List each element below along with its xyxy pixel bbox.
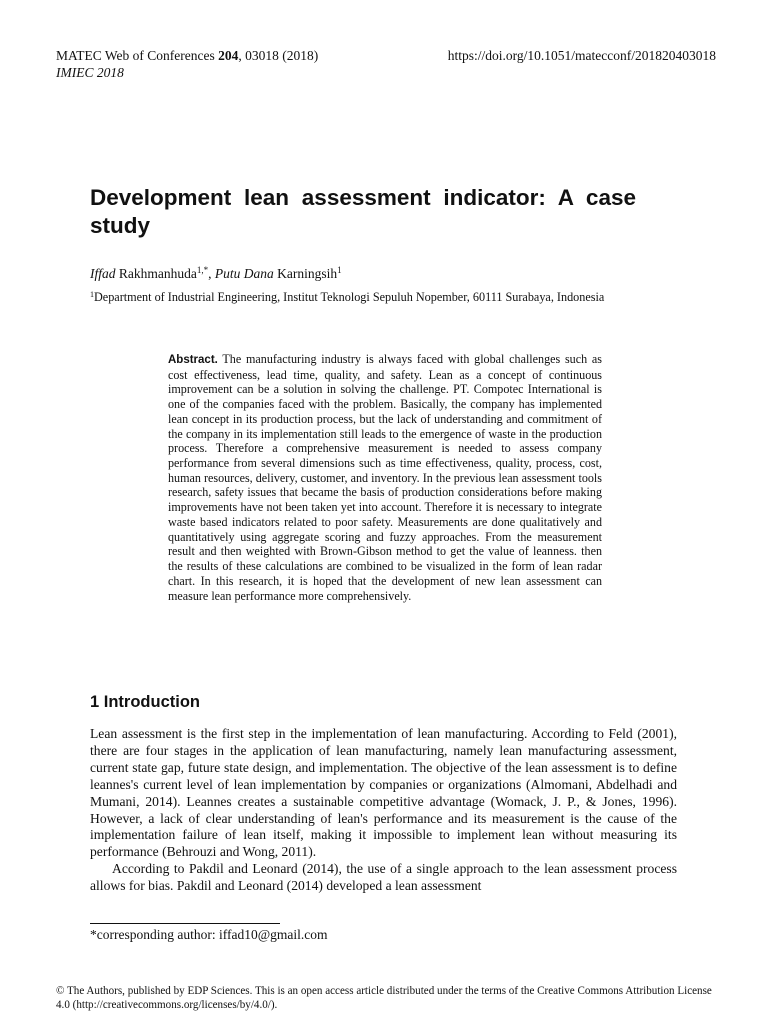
section-heading: 1 Introduction (90, 693, 200, 711)
abstract-text: The manufacturing industry is always faced with global challenges such as cost effectiveness, lead time, quality, and safety. Lean as a concept of continuous improvement can be a solution in solving the challenge. PT. Compotec International is one of the companies faced with the problem. Basically, the company has implemented lean concept in its production process, but the lack of understanding and commitment of the company in its implementation still leads to the emergence of waste in the production process. Therefore a comprehensive measurement is needed to assess company performance from several dimensions such as time effectiveness, quality, process, cost, human resources, delivery, customer, and inventory. In the previous lean assessment tools research, safety issues that became the basis of production considerations before making improvements have not been taken yet into account. Therefore it is necessary to integrate waste based indicators related to poor safety. Measurements are done qualitatively and quantitatively using aggregate scoring and fuzzy approaches. From the measurement result and then weighted with Brown-Gibson method to get the value of leanness. then the results of these calculations are combined to be visualized in the form of lean radar chart. In this research, it is hoped that the development of new lean assessment can measure lean performance more comprehensively. (168, 352, 602, 603)
doi-link[interactable]: https://doi.org/10.1051/matecconf/201820403018 (447, 48, 716, 63)
paragraph: Lean assessment is the first step in the implementation of lean manufacturing. According to Feld (2001), there are four stages in the application of lean manufacturing, namely lean manufacturing assessment, current state gap, future state design, and implementation. The objective of the lean assessment is to define leannes's current level of lean implementation by companies or organizations (Almomani, Abdelhadi and Mumani, 2014). Leannes creates a sustainable competitive advantage (Womack, J. P., & Jones, 1996). However, a lack of clear understanding of lean's performance and its measurement is the cause of the implementation failure of lean itself, making it impossible to implement lean without measuring its performance (Behrouzi and Wong, 2011). (90, 726, 677, 860)
author-given-name: Iffad (90, 266, 116, 281)
conference-name: IMIEC 2018 (56, 65, 124, 80)
author-given-name: Putu Dana (214, 266, 274, 281)
paper-title: Development lean assessment indicator: A case study (90, 185, 636, 238)
footnote-divider (90, 923, 280, 924)
journal-citation: MATEC Web of Conferences 204, 03018 (2018) (56, 48, 319, 63)
author-family-name: Karningsih (273, 266, 338, 281)
abstract (168, 352, 602, 603)
author-affiliation-marker: 1 (337, 265, 342, 275)
license-notice: © The Authors, published by EDP Sciences. This is an open access article distributed under the terms of the Creative Commons Attribution License 4.0 (http://creativecommons.org/licenses/by/4.0/). (56, 985, 712, 1011)
abstract-label: Abstract. (168, 354, 218, 366)
running-header (56, 47, 318, 81)
body-text (90, 726, 677, 895)
author-affiliation-marker: 1,* (196, 265, 209, 275)
volume-number: 204 (218, 48, 239, 63)
paragraph: According to Pakdil and Leonard (2014), the use of a single approach to the lean assessment process allows for bias. Pakdil and Leonard (2014) developed a lean assessment (90, 861, 677, 894)
author-list: Iffad Rakhmanhuda$^{1,*}$, Putu Dana Karningsih$^1$ (90, 265, 342, 281)
affiliation: $^1$Department of Industrial Engineering, Institut Teknologi Sepuluh Nopember, 60111 Surabaya, Indonesia (90, 290, 605, 304)
author-family-name: Rakhmanhuda (115, 266, 197, 281)
footnote: *corresponding author: iffad10@gmail.com (90, 927, 328, 942)
